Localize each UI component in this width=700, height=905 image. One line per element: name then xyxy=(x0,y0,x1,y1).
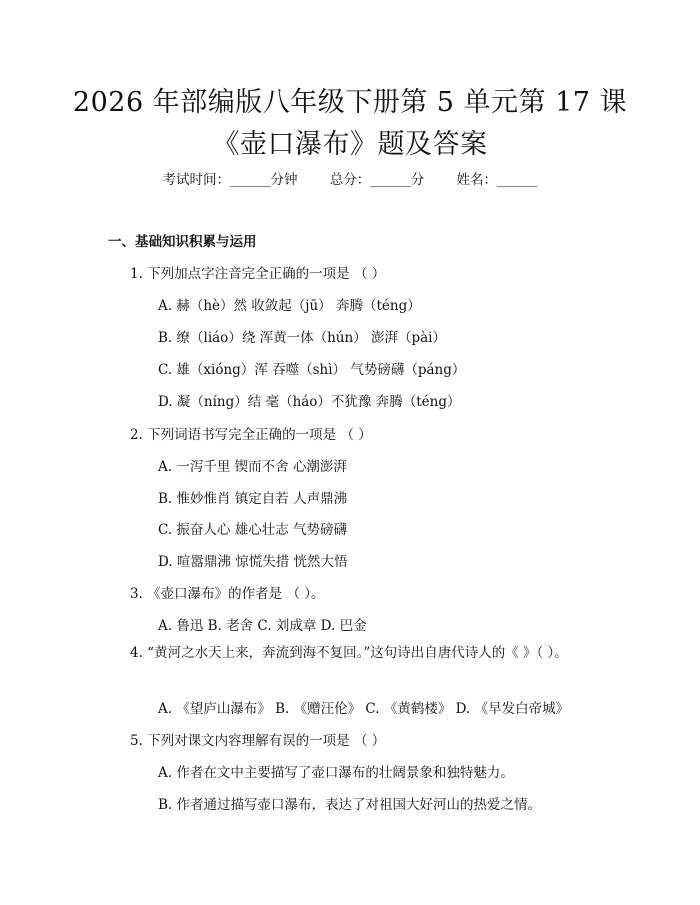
question-4-stem: 4. “黄河之水天上来，奔流到海不复回。”这句诗出自唐代诗人的《 》（ ）。 xyxy=(130,645,568,661)
title-line-1: 2026 年部编版八年级下册第 5 单元第 17 课 xyxy=(72,87,628,118)
question-5-stem: 5. 下列对课文内容理解有误的一项是 （ ） xyxy=(130,733,386,749)
question-1-option-b: B. 缭（liáo）绕 浑黄一体（hún） 澎湃（pài） xyxy=(158,330,446,346)
question-1-option-c: C. 雄（xióng）浑 吞噬（shì） 气势磅礴（páng） xyxy=(158,362,466,378)
question-1-option-a: A. 赫（hè）然 收敛起（jū） 奔腾（téng） xyxy=(158,298,421,314)
exam-name: 姓名：______ xyxy=(456,172,538,188)
question-2-option-d: D. 喧嚣鼎沸 惊慌失措 恍然大悟 xyxy=(158,554,348,570)
question-3-stem: 3. 《壶口瀑布》的作者是 （ ）。 xyxy=(130,586,325,602)
exam-score: 总分：______分 xyxy=(329,172,425,188)
question-2-option-b: B. 惟妙惟肖 镇定自若 人声鼎沸 xyxy=(158,491,348,507)
question-2-option-c: C. 振奋人心 雄心壮志 气势磅礴 xyxy=(158,522,348,538)
document-title xyxy=(60,82,640,166)
section-heading: 一、基础知识积累与运用 xyxy=(108,234,257,250)
question-2-option-a: A. 一泻千里 锲而不舍 心潮澎湃 xyxy=(158,459,347,475)
question-3-options: A. 鲁迅 B. 老舍 C. 刘成章 D. 巴金 xyxy=(158,618,367,634)
exam-info xyxy=(0,168,700,188)
title-line-2: 《壶口瀑布》题及答案 xyxy=(212,129,488,160)
question-1-stem: 1. 下列加点字注音完全正确的一项是 （ ） xyxy=(130,266,386,282)
question-2-stem: 2. 下列词语书写完全正确的一项是 （ ） xyxy=(130,427,372,443)
exam-time: 考试时间：______分钟 xyxy=(162,172,298,188)
question-1-option-d: D. 凝（níng）结 毫（háo）不犹豫 奔腾（téng） xyxy=(158,394,461,410)
question-5-option-a: A. 作者在文中主要描写了壶口瀑布的壮阔景象和独特魅力。 xyxy=(158,765,514,781)
question-5-option-b: B. 作者通过描写壶口瀑布，表达了对祖国大好河山的热爱之情。 xyxy=(158,797,542,813)
question-4-options: A. 《望庐山瀑布》 B. 《赠汪伦》 C. 《黄鹤楼》 D. 《早发白帝城》 xyxy=(158,701,570,717)
